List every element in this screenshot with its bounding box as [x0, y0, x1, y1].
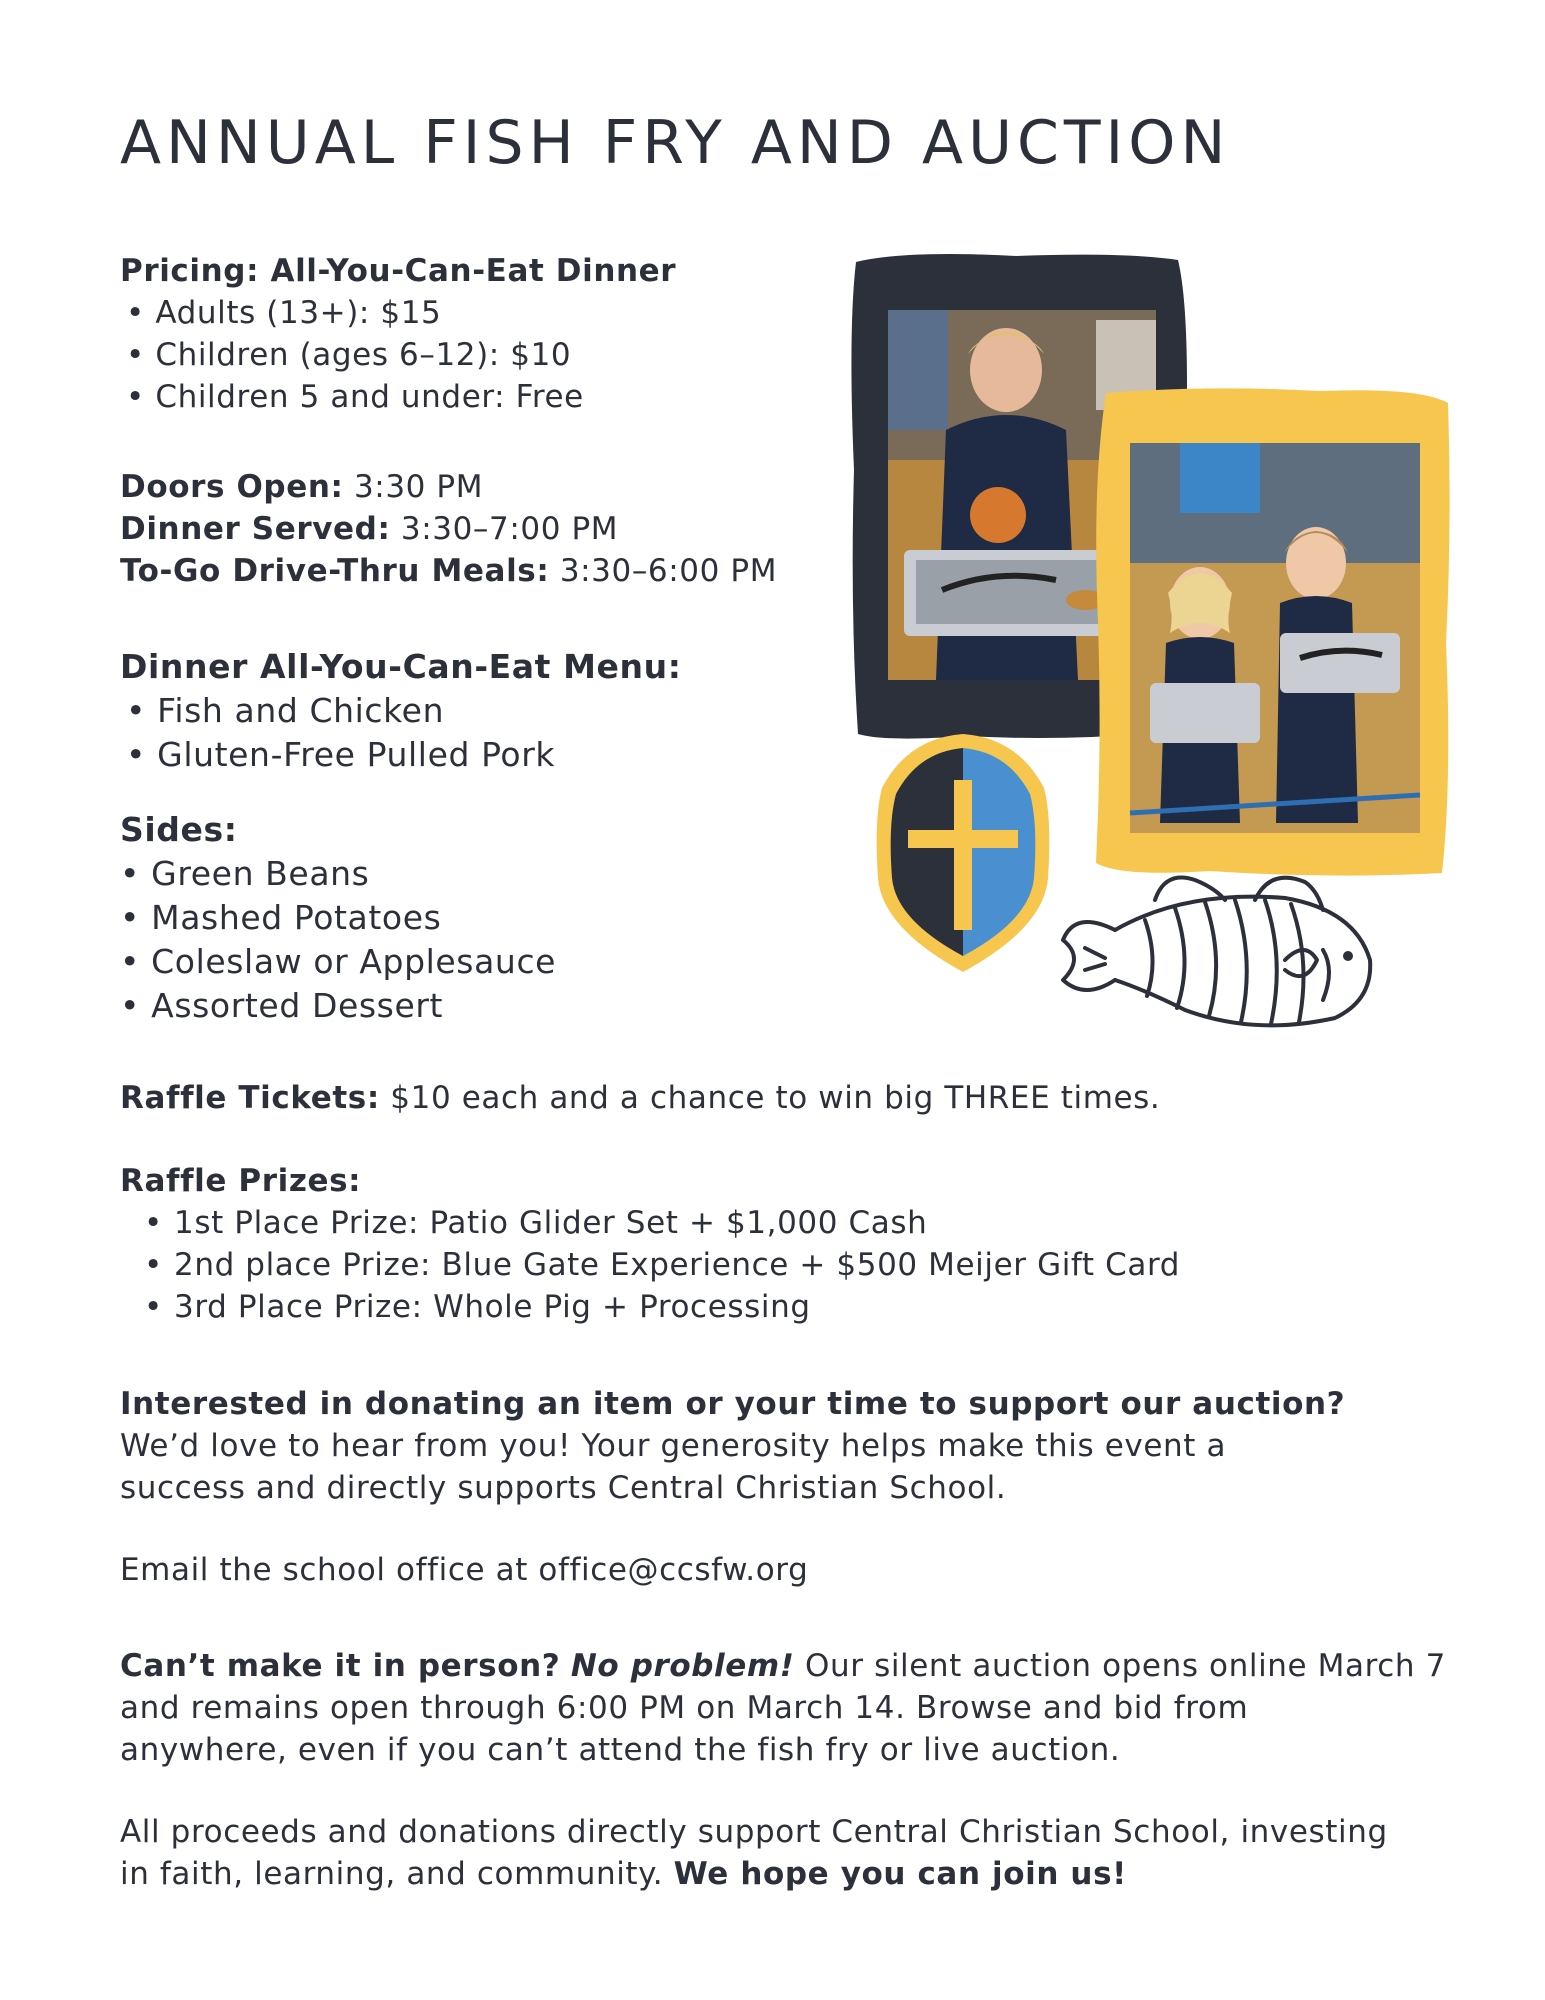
online-text: Our silent auction opens online March 7 [794, 1648, 1446, 1684]
page-title: ANNUAL FISH FRY AND AUCTION [120, 108, 1231, 178]
side-item: • Coleslaw or Applesauce [120, 942, 557, 981]
pricing-item: • Children 5 and under: Free [126, 379, 584, 415]
time-label: To-Go Drive-Thru Meals: [120, 553, 550, 589]
raffle-tickets-value: $10 each and a chance to win big THREE times. [379, 1080, 1161, 1116]
email-line: Email the school office at office@ccsfw.org [120, 1552, 809, 1588]
donate-section [120, 1383, 1480, 1591]
photo-girls [1090, 383, 1460, 883]
closing-bold: We hope you can join us! [673, 1856, 1127, 1892]
raffle-tickets [120, 1077, 1480, 1119]
closing-section [120, 1811, 1480, 1895]
raffle-prizes-heading: Raffle Prizes: [120, 1163, 362, 1199]
online-text: and remains open through 6:00 PM on March 14. Browse and bid from [120, 1690, 1249, 1726]
closing-text: in faith, learning, and community. [120, 1856, 674, 1892]
menu-section [120, 645, 820, 777]
time-label: Dinner Served: [120, 511, 391, 547]
fish-icon [1055, 840, 1385, 1044]
online-bold: Can’t make it in person? [120, 1648, 561, 1684]
time-label: Doors Open: [120, 469, 344, 505]
online-text: anywhere, even if you can’t attend the fish fry or live auction. [120, 1732, 1121, 1768]
donate-text: success and directly supports Central Christian School. [120, 1470, 1007, 1506]
side-item: • Green Beans [120, 854, 370, 893]
time-value: 3:30–6:00 PM [549, 553, 778, 589]
sides-section [120, 808, 820, 1028]
online-italic: No problem! [570, 1648, 795, 1684]
closing-text: All proceeds and donations directly support Central Christian School, investing [120, 1814, 1388, 1850]
menu-item: • Gluten-Free Pulled Pork [126, 735, 556, 774]
time-row [120, 466, 840, 508]
shield-cross-icon [868, 728, 1058, 982]
side-item: • Mashed Potatoes [120, 898, 442, 937]
pricing-section [120, 250, 820, 418]
prize-item: • 3rd Place Prize: Whole Pig + Processing [120, 1286, 1480, 1328]
pricing-heading: Pricing: All-You-Can-Eat Dinner [120, 253, 677, 289]
sides-heading: Sides: [120, 810, 238, 849]
time-row [120, 508, 840, 550]
menu-heading: Dinner All-You-Can-Eat Menu: [120, 647, 682, 686]
raffle-prizes [120, 1160, 1480, 1328]
pricing-item: • Children (ages 6–12): $10 [126, 337, 572, 373]
side-item: • Assorted Dessert [120, 986, 444, 1025]
donate-text: We’d love to hear from you! Your generosity helps make this event a [120, 1428, 1227, 1464]
raffle-tickets-label: Raffle Tickets: [120, 1080, 380, 1116]
time-value: 3:30–7:00 PM [390, 511, 619, 547]
time-value: 3:30 PM [343, 469, 484, 505]
prize-item: • 1st Place Prize: Patio Glider Set + $1,000 Cash [120, 1202, 1480, 1244]
pricing-item: • Adults (13+): $15 [126, 295, 442, 331]
prize-item: • 2nd place Prize: Blue Gate Experience + $500 Meijer Gift Card [120, 1244, 1480, 1286]
donate-heading: Interested in donating an item or your time to support our auction? [120, 1386, 1346, 1422]
time-row [120, 550, 840, 592]
times-section [120, 466, 840, 592]
menu-item: • Fish and Chicken [126, 691, 445, 730]
online-auction-section [120, 1645, 1480, 1771]
photo-girls-frame [1090, 383, 1460, 887]
